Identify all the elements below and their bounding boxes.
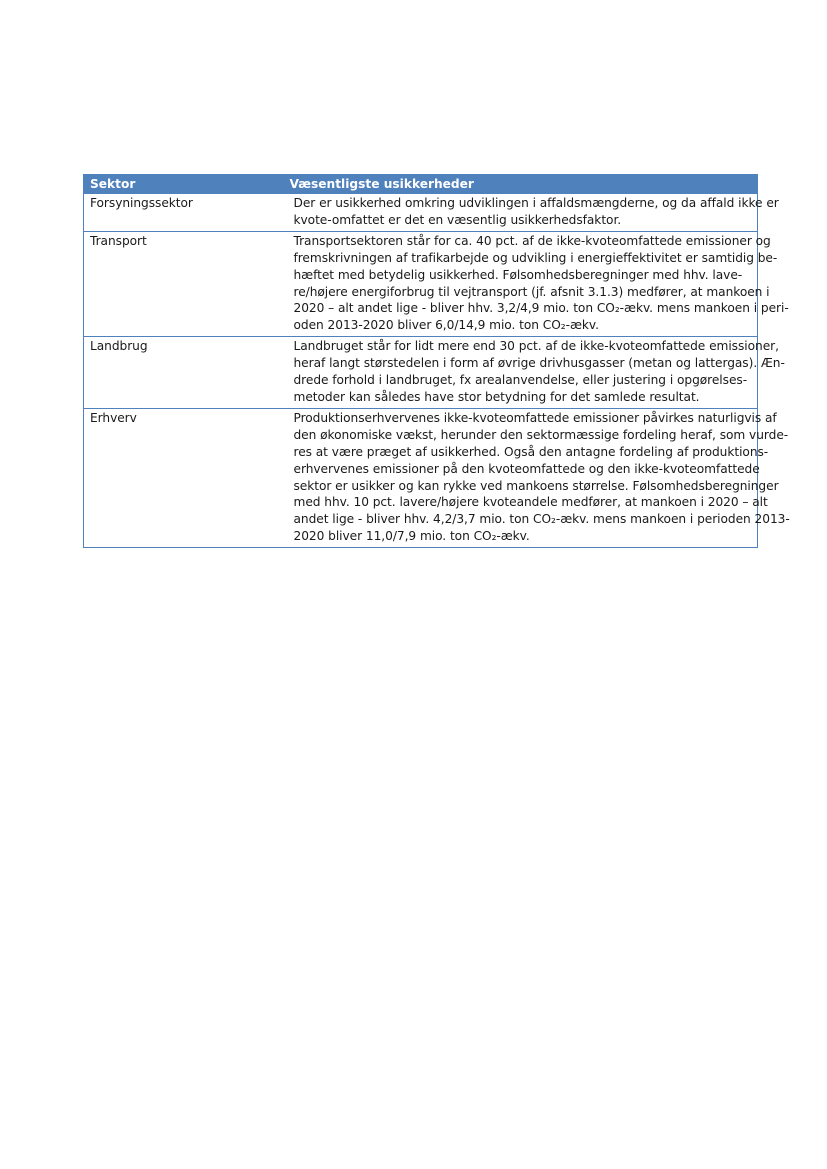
text-line: Produktionserhvervenes ikke-kvoteomfattede emissioner påvirkes naturligvis af (293, 410, 777, 425)
text-line: oden 2013-2020 bliver 6,0/14,9 mio. ton CO₂-ækv. (293, 318, 599, 333)
text-line: kvote-omfattet er det en væsentlig usikkerhedsfaktor. (293, 212, 622, 227)
text-line: erhvervenes emissioner på den kvoteomfattede og den ikke-kvoteomfattede (293, 461, 760, 476)
text-line: fremskrivningen af trafikarbejde og udvikling i energieffektivitet er samtidig be- (293, 250, 778, 265)
text-line: drede forhold i landbruget, fx arealanvendelse, eller justering i opgørelses- (293, 373, 748, 388)
header-uncertainty: Væsentligste usikkerheder (284, 175, 758, 194)
table-row (84, 408, 758, 547)
text-line: res at være præget af usikkerhed. Også den antagne fordeling af produktions- (293, 444, 769, 459)
text-line: hæftet med betydelig usikkerhed. Følsomhedsberegninger med hhv. lave- (293, 267, 743, 282)
text-line: Landbruget står for lidt mere end 30 pct. af de ikke-kvoteomfattede emissioner, (293, 339, 779, 354)
text-line: med hhv. 10 pct. lavere/højere kvoteandele medfører, at mankoen i 2020 – alt (293, 495, 768, 510)
table-row (84, 337, 758, 409)
text-line: sektor er usikker og kan rykke ved mankoens størrelse. Følsomhedsberegninger (293, 478, 779, 493)
text-line: 2020 – alt andet lige - bliver hhv. 3,2/4,9 mio. ton CO₂-ækv. mens mankoen i peri- (293, 301, 789, 316)
text-line: 2020 bliver 11,0/7,9 mio. ton CO₂-ækv. (293, 529, 530, 544)
text-line: re/højere energiforbrug til vejtransport (jf. afsnit 3.1.3) medfører, at mankoen i (293, 284, 770, 299)
sector-cell: Forsyningssektor (84, 194, 284, 232)
text-line: Der er usikkerhed omkring udviklingen i affaldsmængderne, og da affald ikke er (293, 196, 779, 210)
text-line: heraf langt størstedelen i form af øvrige drivhusgasser (metan og lattergas). Æn- (293, 356, 785, 371)
uncertainty-table (83, 174, 790, 548)
text-line: Transportsektoren står for ca. 40 pct. af de ikke-kvoteomfattede emissioner og (293, 233, 771, 248)
text-line: den økonomiske vækst, herunder den sektormæssige fordeling heraf, som vurde- (293, 427, 789, 442)
table-header-row (84, 175, 758, 194)
sector-cell: Landbrug (84, 337, 284, 409)
uncertainty-cell (284, 337, 785, 409)
uncertainty-cell (284, 408, 790, 547)
sector-cell: Erhverv (84, 408, 284, 547)
table-row (84, 194, 758, 232)
text-line: andet lige - bliver hhv. 4,2/3,7 mio. ton CO₂-ækv. mens mankoen i perioden 2013- (293, 512, 790, 527)
sector-cell: Transport (84, 231, 284, 336)
uncertainty-table-container (83, 174, 790, 548)
uncertainty-cell (284, 194, 779, 232)
table-row (84, 231, 758, 336)
header-sector: Sektor (84, 175, 284, 194)
uncertainty-cell (284, 231, 789, 336)
text-line: metoder kan således have stor betydning for det samlede resultat. (293, 389, 700, 404)
